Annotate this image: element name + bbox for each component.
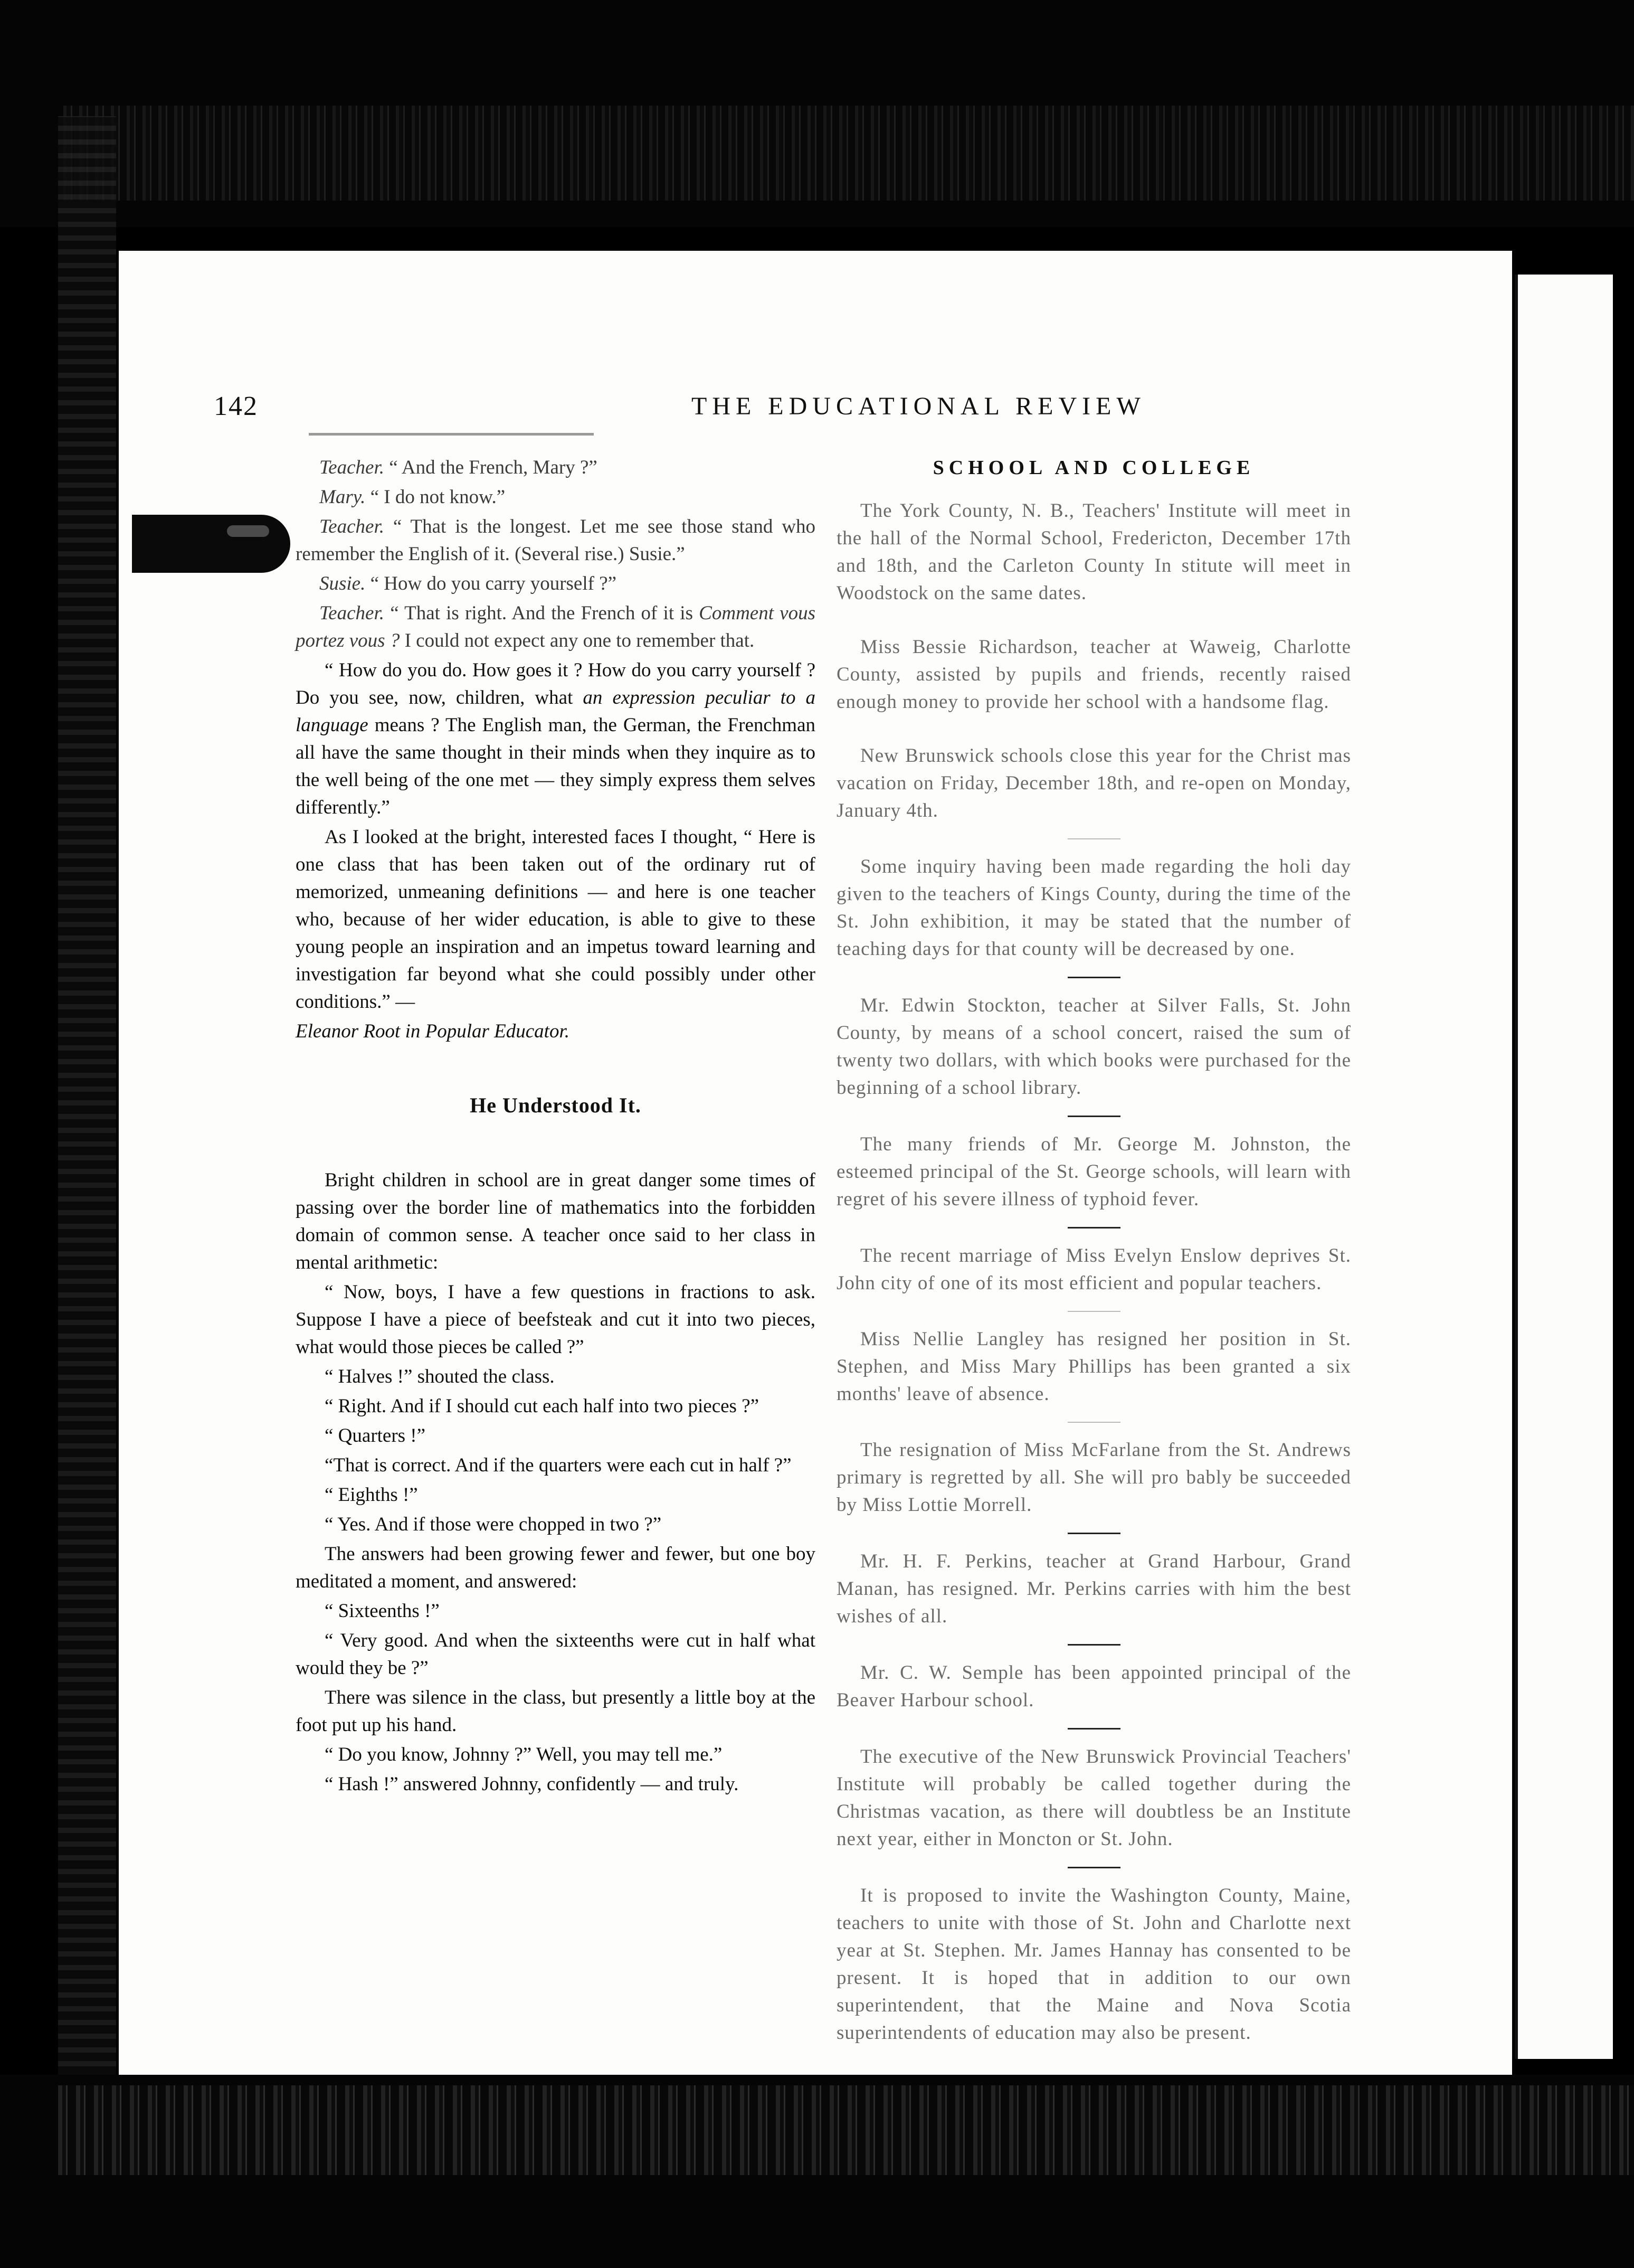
news-item: The recent marriage of Miss Evelyn Enslow deprives St. John city of one of its most efficient and popular teachers. (837, 1245, 1351, 1294)
paragraph-text: means ? The English man, the German, the Frenchman all have the same thought in their minds when they inquire as to the well being of the one met — they simply express them selves differently.” (296, 714, 815, 818)
item-divider (1068, 1116, 1120, 1117)
news-item: Some inquiry having been made regarding the holi day given to the teachers of Kings County, during the time of the St. John exhibition, it may be stated that the number of teaching days for that county will be decreased by one. (837, 856, 1351, 960)
news-item: Miss Nellie Langley has resigned her position in St. Stephen, and Miss Mary Phillips has been granted a six months' leave of absence. (837, 1328, 1351, 1405)
speaker: Teacher. (319, 457, 384, 478)
story-paragraph: “ Hash !” answered Johnny, confidently — and truly. (325, 1773, 739, 1795)
speaker: Mary. (319, 486, 366, 508)
scanner-top-band (0, 0, 1634, 227)
italic-phrase: an expression peculiar to a language (296, 687, 815, 736)
story-paragraph: “ Very good. And when the sixteenths were cut in half what would they be ?” (296, 1630, 815, 1679)
speaker: Teacher. (319, 516, 384, 537)
story-heading: He Understood It. (470, 1093, 641, 1117)
speech: “ And the French, Mary ?” (389, 457, 597, 478)
speech: “ I do not know.” (370, 486, 506, 508)
dialogue-line (296, 570, 815, 598)
story-paragraph: “ Yes. And if those were chopped in two ?” (325, 1514, 662, 1535)
clip-highlight (227, 525, 269, 537)
story-paragraph: “ Right. And if I should cut each half into two pieces ?” (325, 1395, 759, 1417)
header-short-rule (309, 433, 594, 436)
speech: “ That is the longest. Let me see those stand who remember the English of it. (Several rise.) Susie.” (296, 516, 815, 565)
story-paragraph: “ Halves !” shouted the class. (325, 1366, 555, 1387)
story-paragraph: “ Do you know, Johnny ?” Well, you may tell me.” (325, 1744, 723, 1765)
speech: “ How do you carry yourself ?” (370, 573, 617, 594)
story-paragraph: The answers had been growing fewer and fewer, but one boy meditated a moment, and answered: (296, 1543, 815, 1592)
story-paragraph: “ Eighths !” (325, 1484, 418, 1506)
paragraph: As I looked at the bright, interested faces I thought, “ Here is one class that has been taken out of the ordinary rut of memorized, unmeaning definitions — and here is one teacher who, because of her wider education, is able to give to these young people an inspiration and an impetus toward learning and investigation far beyond what she could possibly under other conditions.” — (296, 826, 815, 1013)
item-divider (1068, 1422, 1120, 1423)
story-paragraph: “ Quarters !” (325, 1425, 426, 1447)
item-divider (1068, 977, 1120, 978)
scanner-bottom-band (0, 2075, 1634, 2268)
running-head: THE EDUCATIONAL REVIEW (691, 392, 1146, 420)
item-divider (1068, 1728, 1120, 1730)
speech: “ That is right. And the French of it is (390, 602, 693, 624)
facing-page-edge (1515, 275, 1613, 2059)
dialogue-line (296, 454, 815, 481)
item-spacer (837, 611, 1351, 634)
item-spacer (837, 720, 1351, 742)
story-paragraph: “ Now, boys, I have a few questions in fractions to ask. Suppose I have a piece of beefsteak and cut it into two pieces, what would those pieces be called ?” (296, 1281, 815, 1358)
item-divider (1068, 1227, 1120, 1228)
item-divider (1068, 1867, 1120, 1868)
item-divider (1068, 1311, 1120, 1312)
news-item: New Brunswick schools close this year for the Christ mas vacation on Friday, December 18th, and re-open on Monday, January 4th. (837, 745, 1351, 821)
french-phrase: Comment vous portez vous ? (296, 602, 816, 651)
news-item: The York County, N. B., Teachers' Institute will meet in the hall of the Normal School, Fredericton, December 17th and 18th, and the Carleton County In stitute will meet in Woodstock on the same dates. (837, 500, 1351, 604)
scanner-bottom-texture (58, 2085, 1634, 2175)
news-item: Miss Bessie Richardson, teacher at Waweig, Charlotte County, assisted by pupils and friends, recently raised enough money to provide her school with a handsome flag. (837, 636, 1351, 713)
news-item: The many friends of Mr. George M. Johnston, the esteemed principal of the St. George schools, will learn with regret of his severe illness of typhoid fever. (837, 1133, 1351, 1210)
paragraph (296, 657, 815, 821)
dialogue-line (296, 513, 815, 568)
news-item: The resignation of Miss McFarlane from the St. Andrews primary is regretted by all. She will pro bably be succeeded by Miss Lottie Morrell. (837, 1439, 1351, 1516)
news-item: Mr. Edwin Stockton, teacher at Silver Falls, St. John County, by means of a school concert, raised the sum of twenty two dollars, with which books were purchased for the beginning of a school library. (837, 995, 1351, 1099)
speaker: Susie. (319, 573, 366, 594)
news-item: Mr. H. F. Perkins, teacher at Grand Harbour, Grand Manan, has resigned. Mr. Perkins carries with him the best wishes of all. (837, 1551, 1351, 1627)
dialogue-line (296, 600, 815, 655)
news-item: It is proposed to invite the Washington County, Maine, teachers to unite with those of St. John and Charlotte next year at St. Stephen. Mr. James Hannay has consented to be present. It is hoped that in addition to our own superintendent, that the Maine and Nova Scotia superintendents of education may also be present. (837, 1885, 1351, 2044)
story-paragraph: There was silence in the class, but presently a little boy at the foot put up his hand. (296, 1687, 815, 1736)
binder-clip-shadow (132, 515, 290, 573)
scanner-top-texture (63, 106, 1634, 201)
right-column (837, 454, 1351, 2051)
story-paragraph: “That is correct. And if the quarters were each cut in half ?” (325, 1454, 792, 1476)
speech: I could not expect any one to remember that. (404, 630, 755, 651)
item-divider (1068, 1533, 1120, 1534)
page-number: 142 (214, 391, 258, 421)
left-column (296, 454, 815, 1800)
dialogue-line (296, 484, 815, 511)
item-divider (1068, 1644, 1120, 1646)
story-paragraph: Bright children in school are in great danger some times of passing over the border line of mathematics into the forbidden domain of common sense. A teacher once said to her class in mental arithmetic: (296, 1169, 815, 1273)
attribution: Eleanor Root in Popular Educator. (296, 1020, 569, 1042)
news-item: Mr. C. W. Semple has been appointed principal of the Beaver Harbour school. (837, 1662, 1351, 1711)
paragraph-text: “ How do you do. How goes it ? How do you carry yourself ? Do you see, now, children, what (296, 659, 815, 708)
scanner-left-edge (58, 116, 116, 2080)
news-item: The executive of the New Brunswick Provincial Teachers' Institute will probably be called together during the Christmas vacation, as there will doubtless be an Institute next year, either in Moncton or St. John. (837, 1746, 1351, 1850)
speaker: Teacher. (319, 602, 384, 624)
section-heading: SCHOOL AND COLLEGE (933, 457, 1255, 479)
item-divider (1068, 838, 1120, 839)
story-paragraph: “ Sixteenths !” (325, 1600, 440, 1622)
